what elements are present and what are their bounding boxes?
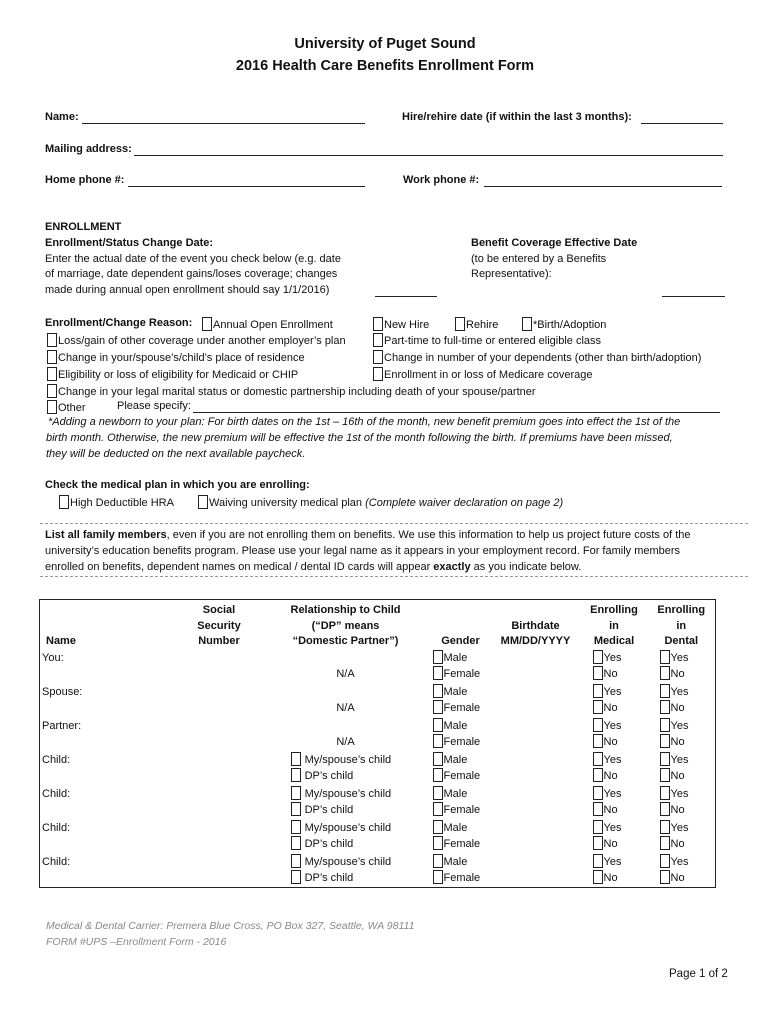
dental-yes[interactable]: Yes — [660, 684, 714, 701]
medical-yes[interactable]: Yes — [593, 786, 646, 803]
status-change-heading: Enrollment/Status Change Date: — [45, 237, 214, 249]
gender-cell — [431, 752, 491, 786]
birthdate-cell[interactable] — [491, 786, 581, 820]
checkbox[interactable] — [202, 317, 212, 331]
checkbox[interactable] — [291, 870, 301, 884]
birthdate-cell[interactable] — [491, 684, 581, 718]
checkbox[interactable] — [433, 870, 443, 884]
reason-birth-adoption[interactable]: *Birth/Adoption — [522, 317, 606, 331]
checkbox[interactable] — [47, 384, 57, 398]
home-phone-field[interactable] — [128, 186, 365, 187]
medical-no[interactable]: No — [593, 836, 646, 853]
checkbox[interactable] — [433, 734, 443, 748]
checkbox[interactable] — [660, 734, 670, 748]
checkbox[interactable] — [47, 367, 57, 381]
birthdate-cell[interactable] — [491, 820, 581, 854]
col-gender: Gender — [441, 635, 480, 647]
status-change-desc-1: Enter the actual date of the event you check below (e.g. date — [45, 253, 341, 265]
gender-male[interactable]: Male — [433, 786, 489, 803]
checkbox[interactable] — [660, 752, 670, 766]
please-specify-field[interactable] — [193, 412, 720, 413]
checkbox[interactable] — [291, 820, 301, 834]
checkbox[interactable] — [660, 768, 670, 782]
checkbox[interactable] — [593, 700, 603, 714]
ssn-cell[interactable] — [178, 718, 261, 752]
checkbox[interactable] — [593, 870, 603, 884]
medical-no[interactable]: No — [593, 734, 646, 751]
dental-cell — [648, 684, 716, 718]
table-row — [40, 752, 716, 786]
family-intro-1: List all family members, even if you are not enrolling them on benefits. We use this information to help us project future costs of the — [45, 529, 691, 541]
gender-female[interactable]: Female — [433, 802, 489, 819]
medical-no[interactable]: No — [593, 768, 646, 785]
checkbox[interactable] — [593, 786, 603, 800]
coverage-date-field[interactable] — [662, 296, 725, 297]
checkbox[interactable] — [660, 666, 670, 680]
medical-plan-heading: Check the medical plan in which you are enrolling: — [45, 479, 310, 491]
work-phone-label: Work phone #: — [403, 174, 480, 186]
table-row — [40, 820, 716, 854]
col-birthdate: Birthdate MM/DD/YYYY — [500, 619, 571, 647]
medical-yes[interactable]: Yes — [593, 684, 646, 701]
col-dental: Enrolling in Dental — [657, 604, 706, 647]
birthdate-cell[interactable] — [491, 650, 581, 684]
reason-loss-gain[interactable]: Loss/gain of other coverage under another employer’s plan — [47, 333, 346, 347]
page-number: Page 1 of 2 — [669, 968, 728, 980]
gender-cell — [431, 684, 491, 718]
newborn-note-2: birth month. Otherwise, the new premium will be effective the 1st of the month following the birth. If premiums have been missed, — [46, 432, 673, 444]
medical-no[interactable]: No — [593, 870, 646, 887]
divider — [40, 523, 748, 524]
checkbox[interactable] — [291, 802, 301, 816]
checkbox[interactable] — [660, 836, 670, 850]
carrier-info: Medical & Dental Carrier: Premera Blue Cross, PO Box 327, Seattle, WA 98111 — [46, 920, 415, 932]
checkbox[interactable] — [291, 854, 301, 868]
form-title: University of Puget Sound — [294, 36, 476, 52]
checkbox[interactable] — [433, 854, 443, 868]
checkbox[interactable] — [660, 786, 670, 800]
name-field[interactable] — [82, 123, 365, 124]
medical-yes[interactable]: Yes — [593, 718, 646, 735]
gender-female[interactable]: Female — [433, 836, 489, 853]
checkbox[interactable] — [660, 820, 670, 834]
relation-own[interactable]: My/spouse’s child — [249, 820, 429, 837]
checkbox[interactable] — [660, 684, 670, 698]
plan-waive[interactable]: Waiving university medical plan (Complete waiver declaration on page 2) — [198, 495, 563, 509]
checkbox[interactable] — [47, 333, 57, 347]
change-reason-label: Enrollment/Change Reason: — [45, 317, 193, 329]
table-row — [40, 718, 716, 752]
table-row — [40, 650, 716, 684]
medical-cell — [581, 820, 648, 854]
reason-other[interactable]: Other — [47, 400, 86, 414]
medical-cell — [581, 684, 648, 718]
hire-date-label: Hire/rehire date (if within the last 3 months): — [402, 111, 632, 123]
status-change-desc-2: of marriage, date dependent gains/loses coverage; changes — [45, 268, 338, 280]
member-name[interactable]: Spouse: — [42, 685, 83, 698]
dental-cell — [648, 752, 716, 786]
dental-no[interactable]: No — [660, 700, 714, 717]
reason-part-time[interactable]: Part-time to full-time or entered eligible class — [373, 333, 601, 347]
checkbox[interactable] — [433, 752, 443, 766]
hire-date-field[interactable] — [641, 123, 723, 124]
enrollment-heading: ENROLLMENT — [45, 221, 122, 233]
gender-female[interactable]: Female — [433, 666, 489, 683]
newborn-note-1: *Adding a newborn to your plan: For birth dates on the 1st – 16th of the month, new benefit premium goes into effect the 1st of the — [48, 416, 681, 428]
checkbox[interactable] — [373, 333, 383, 347]
newborn-note-3: they will be deducted on the next available paycheck. — [46, 448, 306, 460]
reason-annual[interactable]: Annual Open Enrollment — [202, 317, 333, 331]
work-phone-field[interactable] — [484, 186, 722, 187]
relation-cell — [261, 650, 431, 684]
medical-no[interactable]: No — [593, 666, 646, 683]
gender-male[interactable]: Male — [433, 752, 489, 769]
reason-legal-status[interactable]: Change in your legal marital status or domestic partnership including death of your spouse/partner — [47, 384, 536, 398]
coverage-date-desc-1: (to be entered by a Benefits — [471, 253, 607, 265]
gender-male[interactable]: Male — [433, 718, 489, 735]
reason-medicare[interactable]: Enrollment in or loss of Medicare coverage — [373, 367, 592, 381]
gender-cell — [431, 820, 491, 854]
checkbox[interactable] — [433, 650, 443, 664]
relation-text: N/A — [336, 736, 355, 748]
checkbox[interactable] — [593, 752, 603, 766]
name-label: Name: — [45, 111, 79, 123]
reason-medicaid[interactable]: Eligibility or loss of eligibility for Medicaid or CHIP — [47, 367, 298, 381]
checkbox[interactable] — [593, 666, 603, 680]
relation-dp[interactable]: DP’s child — [249, 836, 429, 853]
table-header-row — [40, 600, 716, 650]
checkbox[interactable] — [433, 820, 443, 834]
checkbox[interactable] — [593, 684, 603, 698]
dental-cell — [648, 786, 716, 820]
coverage-date-desc-2: Representative): — [471, 268, 552, 280]
family-intro-2: university’s education benefits program. Please use your legal name as it appears in your employment record. For family members — [45, 545, 681, 557]
checkbox[interactable] — [593, 718, 603, 732]
please-specify-label: Please specify: — [117, 400, 191, 412]
dental-yes[interactable]: Yes — [660, 820, 714, 837]
coverage-date-heading: Benefit Coverage Effective Date — [471, 237, 638, 249]
relation-text: N/A — [336, 668, 355, 680]
checkbox[interactable] — [47, 350, 57, 364]
status-change-desc-3: made during annual open enrollment should say 1/1/2016) — [45, 284, 330, 296]
member-name[interactable]: You: — [42, 651, 64, 664]
checkbox[interactable] — [198, 495, 208, 509]
family-intro-3: enrolled on benefits, dependent names on medical / dental ID cards will appear exactly as you indicate below. — [45, 561, 582, 573]
medical-cell — [581, 718, 648, 752]
medical-yes[interactable]: Yes — [593, 650, 646, 667]
col-medical: Enrolling in Medical — [590, 604, 638, 647]
dental-cell — [648, 718, 716, 752]
checkbox[interactable] — [373, 317, 383, 331]
medical-cell — [581, 752, 648, 786]
checkbox[interactable] — [291, 768, 301, 782]
dental-cell — [648, 820, 716, 854]
checkbox[interactable] — [660, 650, 670, 664]
form-subtitle: 2016 Health Care Benefits Enrollment Form — [235, 58, 535, 74]
relation-cell — [261, 786, 431, 820]
gender-cell — [431, 854, 491, 888]
medical-yes[interactable]: Yes — [593, 820, 646, 837]
checkbox[interactable] — [660, 700, 670, 714]
checkbox[interactable] — [47, 400, 57, 414]
member-name[interactable]: Child: — [42, 855, 71, 868]
checkbox[interactable] — [373, 350, 383, 364]
ssn-cell[interactable] — [178, 684, 261, 718]
birthdate-cell[interactable] — [491, 718, 581, 752]
relation-cell — [261, 854, 431, 888]
relation-cell — [261, 820, 431, 854]
dental-no[interactable]: No — [660, 802, 714, 819]
dental-cell — [648, 854, 716, 888]
table-row — [40, 684, 716, 718]
birthdate-cell[interactable] — [491, 752, 581, 786]
medical-yes[interactable]: Yes — [593, 854, 646, 871]
status-change-date-field[interactable] — [375, 296, 437, 297]
medical-cell — [581, 786, 648, 820]
dental-no[interactable]: No — [660, 666, 714, 683]
col-relationship: Relationship to Child (“DP” means “Domestic Partner”) — [290, 604, 401, 647]
checkbox[interactable] — [433, 666, 443, 680]
checkbox[interactable] — [593, 734, 603, 748]
relation-cell — [261, 684, 431, 718]
col-name: Name — [46, 635, 76, 647]
relation-dp[interactable]: DP’s child — [249, 870, 429, 887]
relation-cell — [261, 718, 431, 752]
mailing-address-label: Mailing address: — [45, 143, 132, 155]
gender-female[interactable]: Female — [433, 734, 489, 751]
relation-own[interactable]: My/spouse’s child — [249, 752, 429, 769]
mailing-address-field[interactable] — [134, 155, 723, 156]
checkbox[interactable] — [291, 752, 301, 766]
checkbox[interactable] — [593, 650, 603, 664]
relation-dp[interactable]: DP’s child — [249, 802, 429, 819]
gender-female[interactable]: Female — [433, 700, 489, 717]
checkbox[interactable] — [593, 768, 603, 782]
member-name[interactable]: Child: — [42, 821, 71, 834]
relation-own[interactable]: My/spouse’s child — [249, 854, 429, 871]
waiver-note: (Complete waiver declaration on page 2) — [365, 497, 564, 509]
col-ssn: Social Security Number — [197, 604, 241, 647]
checkbox[interactable] — [660, 854, 670, 868]
dental-no[interactable]: No — [660, 870, 714, 887]
relation-text: N/A — [336, 702, 355, 714]
checkbox[interactable] — [660, 802, 670, 816]
checkbox[interactable] — [433, 802, 443, 816]
family-table — [39, 599, 716, 888]
checkbox[interactable] — [660, 718, 670, 732]
medical-no[interactable]: No — [593, 802, 646, 819]
checkbox[interactable] — [660, 870, 670, 884]
dental-no[interactable]: No — [660, 836, 714, 853]
ssn-cell[interactable] — [178, 650, 261, 684]
gender-cell — [431, 786, 491, 820]
gender-male[interactable]: Male — [433, 820, 489, 837]
dental-yes[interactable]: Yes — [660, 854, 714, 871]
checkbox[interactable] — [455, 317, 465, 331]
home-phone-label: Home phone #: — [45, 174, 125, 186]
checkbox[interactable] — [433, 786, 443, 800]
divider — [40, 576, 748, 577]
checkbox[interactable] — [373, 367, 383, 381]
member-name[interactable]: Child: — [42, 753, 71, 766]
medical-cell — [581, 650, 648, 684]
medical-no[interactable]: No — [593, 700, 646, 717]
member-name[interactable]: Child: — [42, 787, 71, 800]
checkbox[interactable] — [291, 786, 301, 800]
checkbox[interactable] — [593, 820, 603, 834]
checkbox[interactable] — [433, 768, 443, 782]
reason-change-dependents[interactable]: Change in number of your dependents (other than birth/adoption) — [373, 350, 701, 364]
gender-male[interactable]: Male — [433, 854, 489, 871]
gender-cell — [431, 718, 491, 752]
dental-yes[interactable]: Yes — [660, 786, 714, 803]
plan-hdhp[interactable]: High Deductible HRA — [59, 495, 174, 509]
gender-female[interactable]: Female — [433, 768, 489, 785]
gender-female[interactable]: Female — [433, 870, 489, 887]
checkbox[interactable] — [593, 802, 603, 816]
table-row — [40, 786, 716, 820]
relation-cell — [261, 752, 431, 786]
medical-cell — [581, 854, 648, 888]
checkbox[interactable] — [291, 836, 301, 850]
birthdate-cell[interactable] — [491, 854, 581, 888]
member-name[interactable]: Partner: — [42, 719, 82, 732]
gender-cell — [431, 650, 491, 684]
dental-cell — [648, 650, 716, 684]
dental-yes[interactable]: Yes — [660, 718, 714, 735]
checkbox[interactable] — [59, 495, 69, 509]
dental-yes[interactable]: Yes — [660, 650, 714, 667]
table-row — [40, 854, 716, 888]
checkbox[interactable] — [593, 836, 603, 850]
reason-new-hire[interactable]: New Hire — [373, 317, 429, 331]
checkbox[interactable] — [433, 836, 443, 850]
checkbox[interactable] — [433, 700, 443, 714]
checkbox[interactable] — [593, 854, 603, 868]
relation-own[interactable]: My/spouse’s child — [249, 786, 429, 803]
relation-dp[interactable]: DP’s child — [249, 768, 429, 785]
checkbox[interactable] — [522, 317, 532, 331]
dental-no[interactable]: No — [660, 734, 714, 751]
dental-no[interactable]: No — [660, 768, 714, 785]
reason-rehire[interactable]: Rehire — [455, 317, 498, 331]
gender-male[interactable]: Male — [433, 684, 489, 701]
form-number: FORM #UPS –Enrollment Form - 2016 — [46, 936, 227, 948]
dental-yes[interactable]: Yes — [660, 752, 714, 769]
reason-change-place[interactable]: Change in your/spouse’s/child’s place of residence — [47, 350, 305, 364]
medical-yes[interactable]: Yes — [593, 752, 646, 769]
checkbox[interactable] — [433, 718, 443, 732]
checkbox[interactable] — [433, 684, 443, 698]
gender-male[interactable]: Male — [433, 650, 489, 667]
